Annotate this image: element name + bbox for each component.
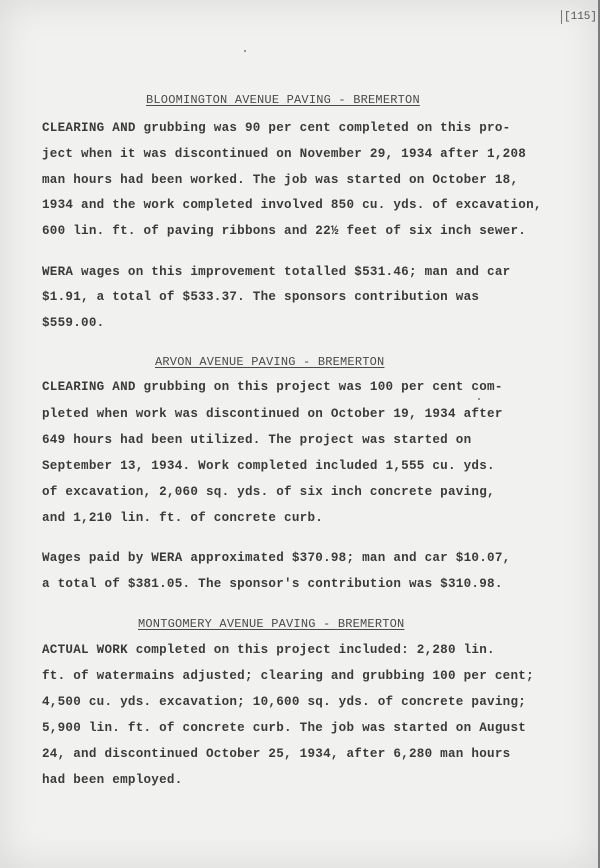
- text-line: CLEARING AND grubbing on this project was 100 per cent com-: [42, 380, 503, 394]
- text-line: a total of $381.05. The sponsor's contribution was $310.98.: [42, 577, 503, 591]
- text-line: 24, and discontinued October 25, 1934, after 6,280 man hours: [42, 747, 511, 761]
- text-line: September 13, 1934. Work completed included 1,555 cu. yds.: [42, 459, 495, 473]
- text-line: $559.00.: [42, 316, 105, 330]
- text-line: WERA wages on this improvement totalled $531.46; man and car: [42, 265, 511, 279]
- section-heading-bloomington: BLOOMINGTON AVENUE PAVING - BREMERTON: [146, 93, 420, 107]
- text-line: $1.91, a total of $533.37. The sponsors contribution was: [42, 290, 480, 304]
- text-line: of excavation, 2,060 sq. yds. of six inch concrete paving,: [42, 485, 495, 499]
- text-line: ACTUAL WORK completed on this project included: 2,280 lin.: [42, 643, 495, 657]
- text-line: ft. of watermains adjusted; clearing and grubbing 100 per cent;: [42, 669, 534, 683]
- text-line: 4,500 cu. yds. excavation; 10,600 sq. yds. of concrete paving;: [42, 695, 527, 709]
- text-line: pleted when work was discontinued on October 19, 1934 after: [42, 407, 503, 421]
- text-line: 649 hours had been utilized. The project was started on: [42, 433, 472, 447]
- text-line: man hours had been worked. The job was started on October 18,: [42, 173, 519, 187]
- paper-speck: [244, 50, 246, 52]
- paper-speck: [478, 398, 480, 400]
- text-line: ject when it was discontinued on November 29, 1934 after 1,208: [42, 147, 527, 161]
- text-line: and 1,210 lin. ft. of concrete curb.: [42, 511, 324, 525]
- text-line: CLEARING AND grubbing was 90 per cent completed on this pro-: [42, 121, 511, 135]
- text-line: had been employed.: [42, 773, 183, 787]
- section-heading-arvon: ARVON AVENUE PAVING - BREMERTON: [155, 355, 385, 369]
- text-line: 600 lin. ft. of paving ribbons and 22½ feet of six inch sewer.: [42, 224, 527, 238]
- text-line: 1934 and the work completed involved 850 cu. yds. of excavation,: [42, 198, 542, 212]
- text-line: Wages paid by WERA approximated $370.98; man and car $10.07,: [42, 551, 511, 565]
- section-heading-montgomery: MONTGOMERY AVENUE PAVING - BREMERTON: [138, 617, 405, 631]
- text-line: 5,900 lin. ft. of concrete curb. The job was started on August: [42, 721, 527, 735]
- page-number: [115]: [561, 10, 600, 24]
